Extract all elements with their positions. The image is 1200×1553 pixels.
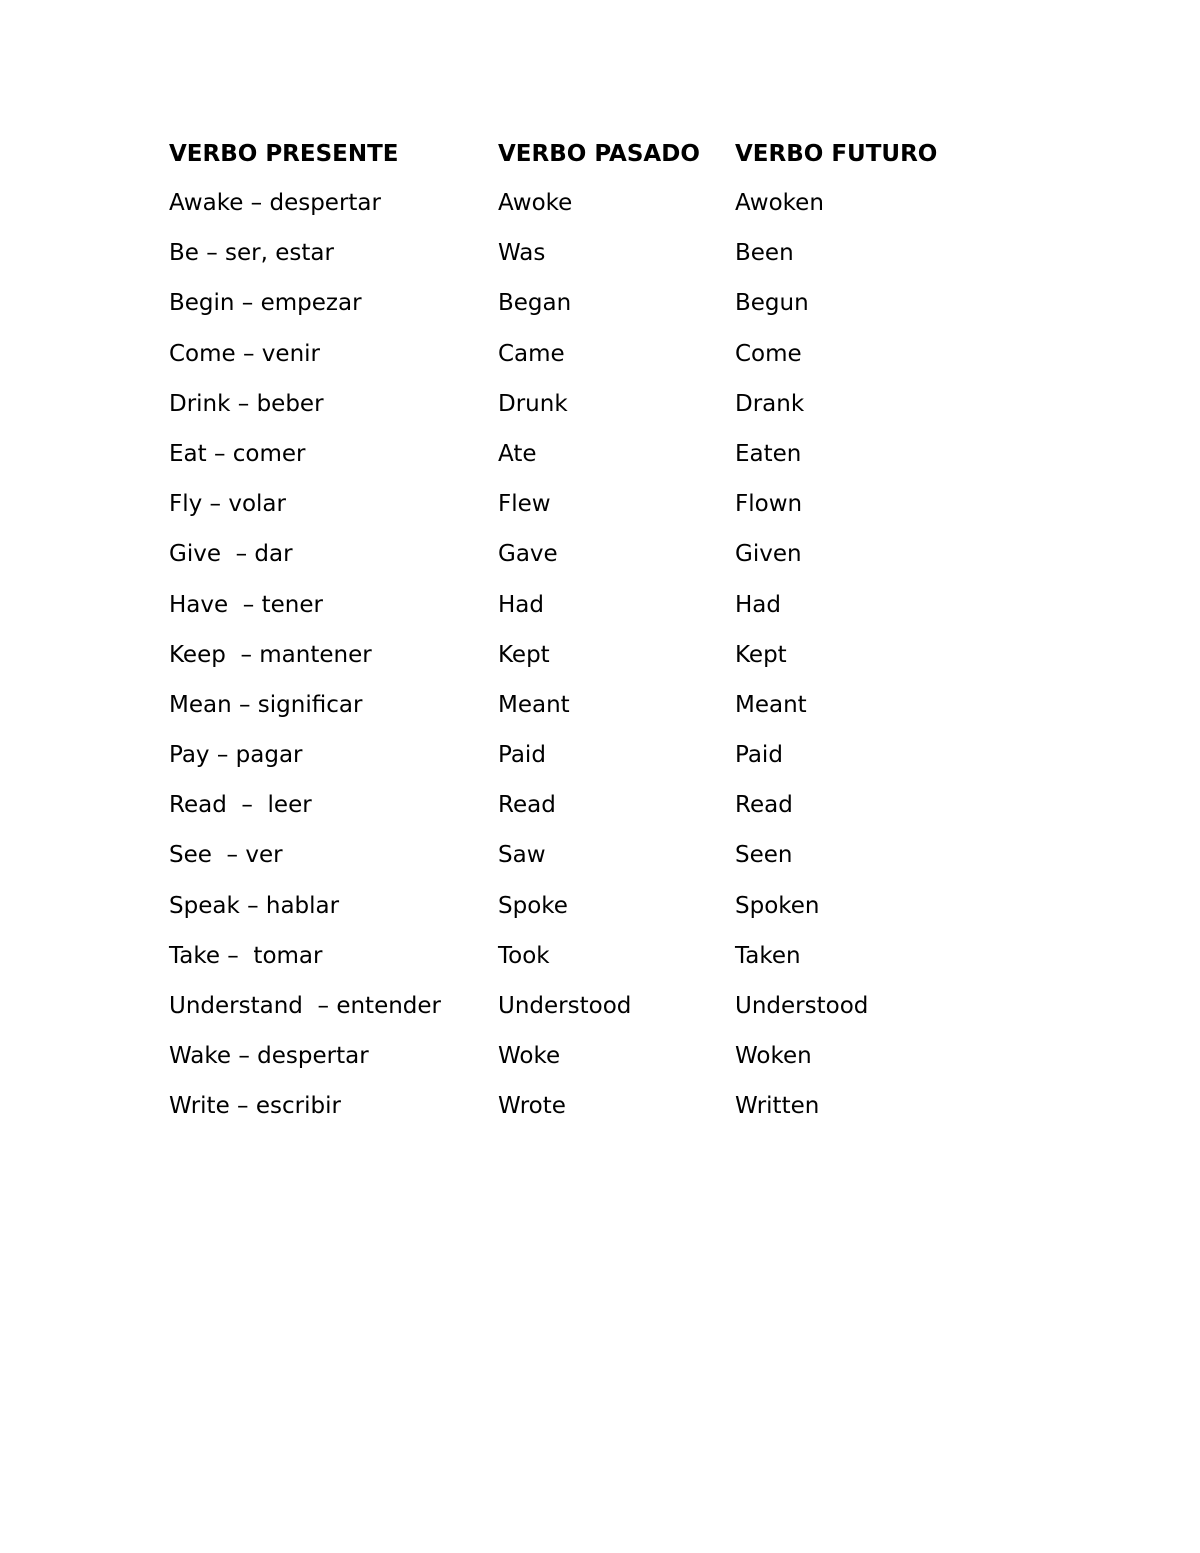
cell-verbo-pasado: Woke	[498, 1043, 561, 1070]
cell-verbo-pasado: Ate	[498, 440, 537, 467]
table-row	[169, 888, 1029, 938]
header-verbo-presente: VERBO PRESENTE	[169, 141, 399, 167]
cell-verbo-presente: Awake – despertar	[169, 190, 381, 216]
header-verbo-futuro: VERBO FUTURO	[735, 141, 938, 167]
table-row	[169, 1088, 1029, 1138]
cell-verbo-futuro: Been	[735, 240, 794, 267]
header-verbo-pasado: VERBO PASADO	[498, 141, 700, 167]
cell-verbo-futuro: Begun	[735, 290, 809, 317]
cell-verbo-pasado: Paid	[498, 742, 546, 769]
cell-verbo-presente: Have – tener	[169, 591, 323, 618]
verb-table	[169, 136, 1029, 1139]
cell-verbo-presente: Take – tomar	[169, 942, 323, 969]
table-row	[169, 988, 1029, 1038]
table-row	[169, 837, 1029, 887]
cell-verbo-presente: Speak – hablar	[169, 892, 340, 919]
table-row	[169, 787, 1029, 837]
table-body	[169, 185, 1029, 1139]
cell-verbo-presente: Come – venir	[169, 340, 320, 367]
cell-verbo-pasado: Read	[498, 792, 556, 819]
cell-verbo-futuro: Given	[735, 541, 802, 568]
cell-verbo-pasado: Had	[498, 591, 544, 618]
cell-verbo-presente: Give – dar	[169, 541, 293, 568]
cell-verbo-futuro: Awoken	[735, 190, 824, 216]
cell-verbo-presente: Wake – despertar	[169, 1043, 369, 1070]
cell-verbo-pasado: Saw	[498, 842, 546, 869]
cell-verbo-presente: Drink – beber	[169, 390, 324, 417]
cell-verbo-presente: Read – leer	[169, 792, 312, 819]
cell-verbo-futuro: Flown	[735, 491, 803, 518]
cell-verbo-pasado: Came	[498, 340, 565, 367]
cell-verbo-futuro: Come	[735, 340, 802, 367]
cell-verbo-futuro: Spoken	[735, 892, 820, 919]
cell-verbo-futuro: Paid	[735, 742, 783, 769]
cell-verbo-futuro: Drank	[735, 390, 805, 417]
cell-verbo-pasado: Kept	[498, 641, 550, 668]
table-row	[169, 185, 1029, 235]
cell-verbo-pasado: Spoke	[498, 892, 568, 919]
cell-verbo-pasado: Took	[498, 942, 550, 969]
cell-verbo-futuro: Kept	[735, 641, 787, 668]
table-row	[169, 235, 1029, 285]
table-row	[169, 737, 1029, 787]
cell-verbo-pasado: Flew	[498, 491, 551, 518]
table-row	[169, 587, 1029, 637]
table-row	[169, 536, 1029, 586]
table-row	[169, 486, 1029, 536]
cell-verbo-presente: Pay – pagar	[169, 742, 303, 769]
cell-verbo-presente: Keep – mantener	[169, 641, 372, 668]
cell-verbo-pasado: Began	[498, 290, 572, 317]
cell-verbo-presente: Write – escribir	[169, 1093, 341, 1120]
cell-verbo-presente: Be – ser, estar	[169, 240, 334, 267]
table-row	[169, 386, 1029, 436]
table-header-row	[169, 136, 1029, 185]
cell-verbo-presente: Mean – significar	[169, 691, 363, 718]
cell-verbo-pasado: Understood	[498, 993, 632, 1019]
cell-verbo-pasado: Was	[498, 240, 546, 267]
cell-verbo-futuro: Eaten	[735, 440, 802, 467]
table-row	[169, 285, 1029, 335]
cell-verbo-pasado: Wrote	[498, 1093, 566, 1120]
cell-verbo-presente: Begin – empezar	[169, 290, 362, 317]
cell-verbo-pasado: Drunk	[498, 390, 568, 417]
cell-verbo-futuro: Read	[735, 792, 793, 819]
cell-verbo-presente: See – ver	[169, 842, 283, 869]
table-row	[169, 336, 1029, 386]
cell-verbo-pasado: Awoke	[498, 190, 573, 216]
cell-verbo-futuro: Written	[735, 1093, 820, 1120]
cell-verbo-futuro: Meant	[735, 691, 807, 718]
table-row	[169, 436, 1029, 486]
table-row	[169, 687, 1029, 737]
cell-verbo-futuro: Seen	[735, 842, 793, 869]
cell-verbo-futuro: Taken	[735, 942, 801, 969]
cell-verbo-futuro: Woken	[735, 1043, 812, 1070]
cell-verbo-pasado: Meant	[498, 691, 570, 718]
cell-verbo-presente: Understand – entender	[169, 993, 442, 1019]
table-row	[169, 637, 1029, 687]
cell-verbo-presente: Fly – volar	[169, 491, 286, 518]
table-row	[169, 938, 1029, 988]
cell-verbo-pasado: Gave	[498, 541, 558, 568]
cell-verbo-futuro: Had	[735, 591, 781, 618]
table-row	[169, 1038, 1029, 1088]
cell-verbo-presente: Eat – comer	[169, 440, 306, 467]
cell-verbo-futuro: Understood	[735, 993, 869, 1019]
